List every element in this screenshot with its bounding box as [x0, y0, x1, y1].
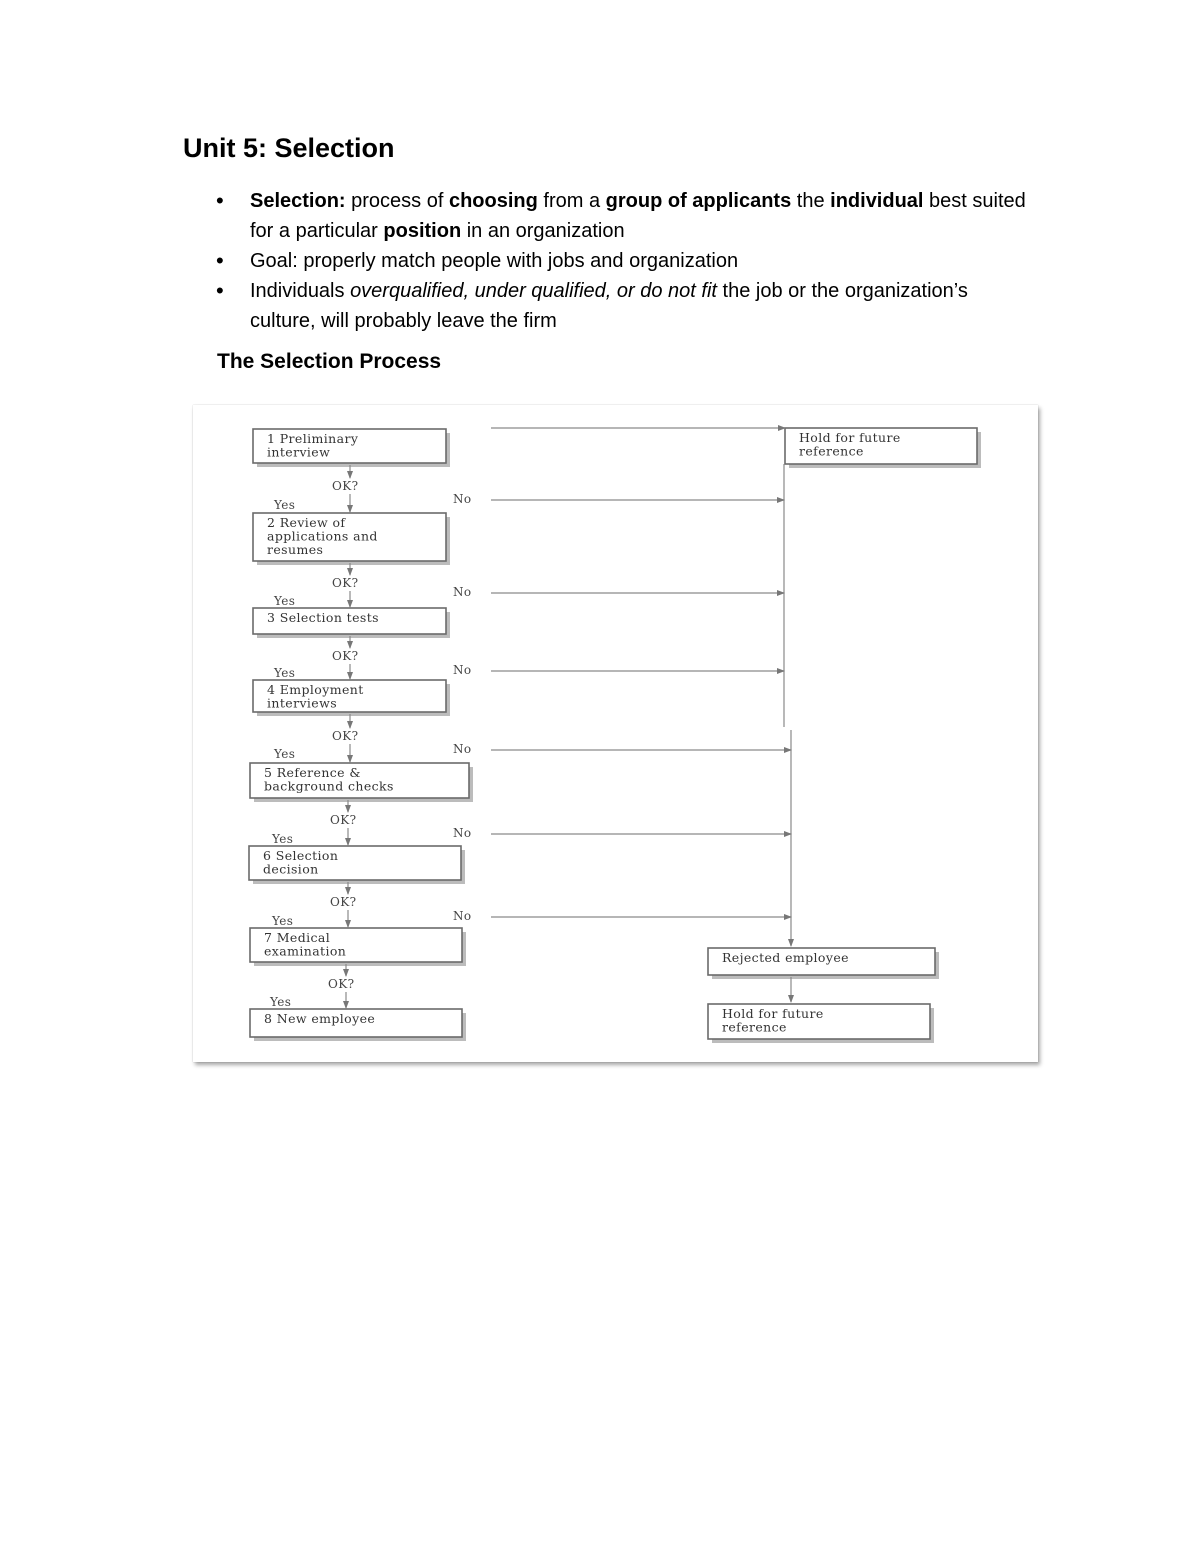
rejected-employee-box-label: Rejected employee	[722, 950, 849, 965]
yes-label: Yes	[272, 914, 294, 928]
bullet-individuals	[216, 276, 1036, 336]
step-7-box-label: 7 Medical	[264, 930, 331, 945]
selection-process-flowchart	[193, 405, 1038, 1062]
hold-for-future-top-box-label: Hold for future	[799, 430, 901, 445]
step-6-box-label: 6 Selection	[263, 848, 339, 863]
ok-question-label: OK?	[332, 479, 359, 493]
step-8-box-label: 8 New employee	[264, 1011, 376, 1026]
bullet-list	[216, 186, 1036, 336]
step-4-box-label: interviews	[267, 695, 338, 711]
yes-label: Yes	[270, 995, 292, 1009]
yes-label: Yes	[274, 594, 296, 608]
ok-question-label: OK?	[332, 576, 359, 590]
step-3-box-label: 3 Selection tests	[267, 610, 379, 625]
bullet-goal: • Goal: properly match people with jobs and organization	[216, 246, 1036, 276]
ok-question-label: OK?	[328, 977, 355, 991]
no-label: No	[453, 492, 472, 506]
keyword: position	[383, 220, 462, 242]
ok-question-label: OK?	[332, 729, 359, 743]
text: in an organization	[461, 220, 625, 242]
ok-question-label: OK?	[332, 649, 359, 663]
text: the	[791, 190, 831, 212]
emphasis: overqualified, under qualified, or do not fit	[350, 280, 717, 302]
hold-for-future-bottom-box-label: reference	[722, 1019, 787, 1035]
step-6-box-label: decision	[263, 861, 319, 877]
step-4-box-label: 4 Employment	[267, 682, 364, 697]
text: best suited for a particular	[250, 190, 1026, 242]
hold-for-future-bottom-box-label: Hold for future	[722, 1006, 824, 1021]
section-heading: The Selection Process	[217, 350, 442, 373]
no-label: No	[453, 826, 472, 840]
flowchart-canvas	[193, 405, 1038, 1062]
no-label: No	[453, 585, 472, 599]
text: process of	[345, 190, 449, 212]
keyword: individual	[830, 190, 924, 212]
ok-question-label: OK?	[330, 813, 357, 827]
text: Individuals	[250, 280, 351, 302]
step-2-box-label: applications and	[267, 528, 378, 544]
keyword: group of applicants	[605, 190, 792, 212]
text: from a	[537, 190, 606, 212]
yes-label: Yes	[274, 666, 296, 680]
page-title: Unit 5: Selection	[183, 133, 395, 163]
yes-label: Yes	[274, 747, 296, 761]
yes-label: Yes	[272, 832, 294, 846]
ok-question-label: OK?	[330, 895, 357, 909]
yes-label: Yes	[274, 498, 296, 512]
term-selection: Selection:	[250, 190, 346, 212]
step-5-box-label: background checks	[264, 778, 394, 794]
step-2-box-label: 2 Review of	[267, 515, 346, 530]
bullet-selection-definition	[216, 186, 1036, 246]
step-1-box-label: interview	[267, 444, 331, 460]
no-label: No	[453, 909, 472, 923]
text: the job or the organization’s culture, will probably leave the firm	[250, 280, 968, 332]
step-1-box-label: 1 Preliminary	[267, 431, 359, 446]
step-7-box-label: examination	[264, 943, 347, 959]
keyword: choosing	[448, 190, 538, 212]
step-2-box-label: resumes	[267, 542, 324, 557]
no-label: No	[453, 663, 472, 677]
no-label: No	[453, 742, 472, 756]
step-5-box-label: 5 Reference &	[264, 765, 361, 780]
hold-for-future-top-box-label: reference	[799, 443, 864, 459]
